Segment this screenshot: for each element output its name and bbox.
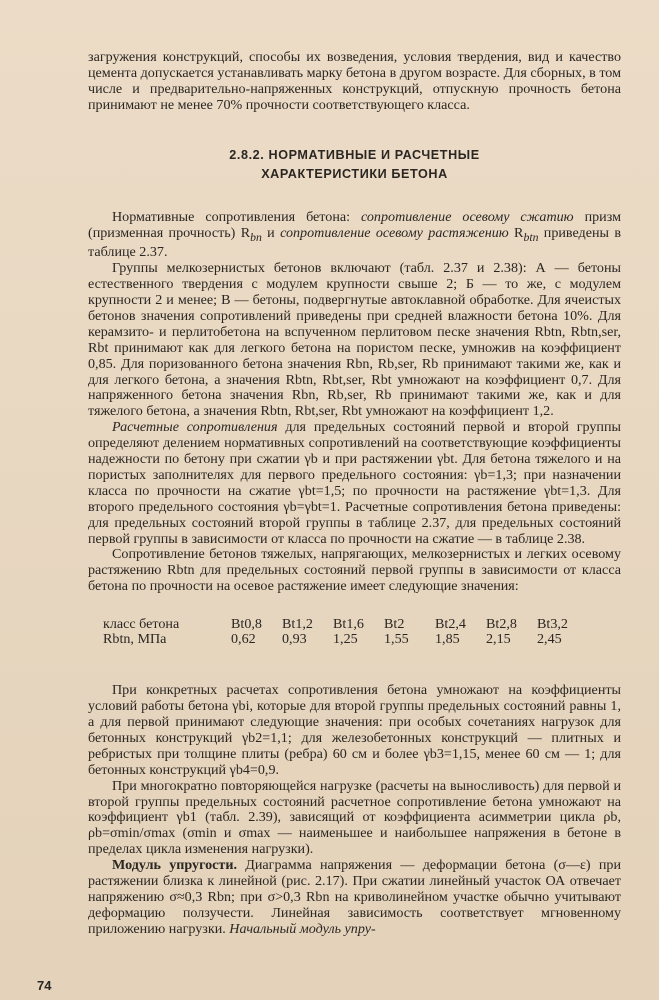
section-heading-line1 <box>88 146 621 165</box>
values-row-resistances <box>103 632 621 647</box>
term-elastic-modulus: Модуль упругости. <box>112 857 237 874</box>
values-row-classes <box>103 617 621 632</box>
value-cell: 1,55 <box>384 631 409 648</box>
values-row-label: Rbtn, МПа <box>103 631 167 648</box>
value-cell: 2,45 <box>537 631 562 648</box>
paragraph-design-resistances <box>88 420 621 547</box>
section-title-line1: НОРМАТИВНЫЕ И РАСЧЕТНЫЕ <box>268 147 480 162</box>
term-initial-modulus: Начальный модуль упру- <box>229 920 376 937</box>
value-cell: 0,62 <box>231 631 256 648</box>
class-cell: Bt1,2 <box>282 616 313 633</box>
value-cell: 1,25 <box>333 631 358 648</box>
values-row-label: класс бетона <box>103 616 180 633</box>
value-cell: 1,85 <box>435 631 460 648</box>
subscript-bn: bn <box>250 230 262 244</box>
text-run: R <box>508 224 524 241</box>
paragraph-tension-resistance: Сопротивление бетонов тяжелых, напрягающих, мелкозернистых и легких осевому растяжению Rbtn для предельных состояний первой группы в зависимости от класса бетона по прочности на осевое растяжение имеет следующие значения: <box>88 546 621 595</box>
class-cell: Bt1,6 <box>333 616 364 633</box>
paragraph-normative-resistances <box>88 210 621 262</box>
text-run: Нормативные сопротивления бетона: <box>112 208 361 225</box>
page-number: 74 <box>37 978 52 993</box>
paragraph-repeated-load: При многократно повторяющейся нагрузке (расчеты на выносливость) для первой и второй группы предельных состояний расчетное сопротивление бетона умножают на коэффициент γb1 (табл. 2.39), зависящий от коэффициента асимметрии цикла ρb, ρb=σmin/σmax (σmin и σmax — наименьшее и наибольшее напряжения в бетоне в пределах цикла изменения нагрузки). <box>88 777 621 858</box>
term-axial-tension: сопротивление осевому растяжению <box>280 224 509 241</box>
class-cell: Bt2,8 <box>486 616 517 633</box>
value-cell: 0,93 <box>282 631 307 648</box>
section-title-line2: ХАРАКТЕРИСТИКИ БЕТОНА <box>261 166 448 181</box>
paragraph-elastic-modulus <box>88 858 621 938</box>
term-design-resistances: Расчетные сопротивления <box>112 419 278 436</box>
text-run: призм (призменная прочность) R <box>88 208 621 241</box>
class-cell: Bt2,4 <box>435 616 466 633</box>
section-heading <box>88 146 621 184</box>
class-cell: Bt0,8 <box>231 616 262 633</box>
text-run: и <box>261 224 281 241</box>
intro-paragraph: загружения конструкций, способы их возведения, условия твердения, вид и качество цемента допускается устанавливать марку бетона в другом возрасте. Для сборных, в том числе и предварительно-напряженных конструкций, отпускную прочность бетона принимают не менее 70% прочности соответствующего класса. <box>88 49 621 113</box>
class-cell: Bt2 <box>384 616 405 633</box>
term-axial-compression: сопротивление осевому сжатию <box>360 208 574 225</box>
text-run: Диаграмма напряжения — деформации бетона (σ—ε) при растяжении близка к линейной (рис. 2.17). При сжатии линейный участок ОА отвечает напряжению σ≈0,3 Rbn; при σ>0,3 Rbn на криволинейном участке обычно учитывают деформацию ползучести. Линейная зависимость соответствует мгновенному приложению нагрузки. <box>88 857 621 937</box>
class-cell: Bt3,2 <box>537 616 568 633</box>
values-table <box>103 617 621 647</box>
paragraph-fine-grained-groups: Группы мелкозернистых бетонов включают (табл. 2.37 и 2.38): А — бетоны естественного твердения с модулем крупности свыше 2; Б — то же, с модулем крупности 2 и менее; В — бетоны, подвергнутые автоклавной обработке. Для ячеистых бетонов значения сопротивлений приведены при средней влажности бетона 10%. Для керамзито- и перлитобетона на вспученном перлитовом песке значения Rbtn, Rbtn,ser, Rbt принимают как для легкого бетона на пористом песке, умножив на коэффициент 0,85. Для поризованного бетона значения Rbn, Rb,ser, Rb принимают такими же, как и для легкого бетона, а значения Rbtn, Rbt,ser, Rbt умножают на коэффициент 0,7. Для напряженного бетона значения Rbn, Rb,ser, Rb принимают такими же, как и для тяжелого бетона, а значения Rbtn, Rbt,ser, Rbt умножают на коэффициент 1,2. <box>88 260 621 420</box>
value-cell: 2,15 <box>486 631 511 648</box>
paragraph-working-conditions: При конкретных расчетах сопротивления бетона умножают на коэффициенты условий работы бетона γbi, которые для второй группы предельных состояний равны 1, а для первой принимают следующие значения: при особых сочетаниях нагрузок для бетонных конструкций γb2=1,1; для железобетонных конструкций — плитных и ребристых при толщине плиты (ребра) 60 см и более γb3=1,15, менее 60 см — 1; для бетонных конструкций γb4=0,9. <box>88 682 621 778</box>
text-run: приведены в таблице 2.37. <box>88 224 621 261</box>
section-number: 2.8.2. <box>229 147 265 162</box>
subscript-btn: btn <box>523 230 539 244</box>
text-run: для предельных состояний первой и второй группы определяют делением нормативных сопротивлений на соответствующие коэффициенты надежности по бетону при сжатии γb и при растяжении γbt. Для бетона тяжелого и на пористых заполнителях для первого предельного состояния: γb=1,3; при назначении класса по прочности на сжатие γbt=1,5; по прочности на растяжение γbt=1,3. Для второго предельного состояния γb=γbt=1. Расчетные сопротивления бетона приведены: для предельных состояний второй группы в таблице 2.37, для предельных состояний первой группы в зависимости от класса по прочности на сжатие — в таблице 2.38. <box>88 419 621 547</box>
